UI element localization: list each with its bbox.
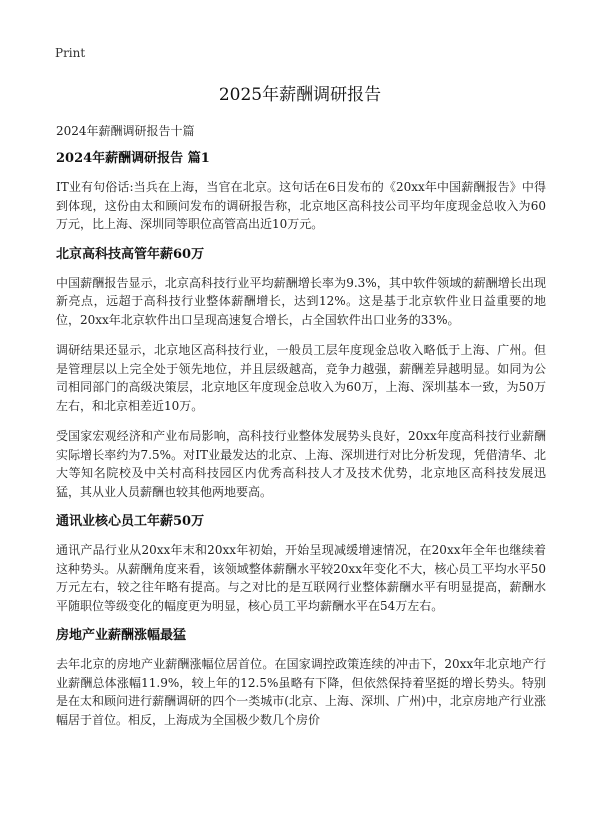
paragraph: 中国薪酬报告显示，北京高科技行业平均薪酬增长率为9.3%，其中软件领域的薪酬增长出现新亮点，远超于高科技行业整体薪酬增长，达到12%。这是基于北京软件业日益重要的地位，20xx年北京软件出口呈现高速复合增长，占全国软件出口业务的33%。: [56, 275, 546, 327]
document-subtitle: 2024年薪酬调研报告十篇: [56, 124, 195, 138]
section-heading: 房地产业薪酬涨幅最猛: [56, 628, 187, 643]
paragraph: 通讯产品行业从20xx年末和20xx年初始，开始呈现减缓增速情况，在20xx年全年也继续着这种势头。从薪酬角度来看，该领域整体薪酬水平较20xx年变化不大，核心员工平均水平50万元左右，较之往年略有提高。与之对比的是互联网行业整体薪酬水平有明显提高，薪酬水平随职位等级变化的幅度更为明显，核心员工平均薪酬水平在54万左右。: [56, 543, 546, 613]
paragraph: 调研结果还显示，北京地区高科技行业，一般员工层年度现金总收入略低于上海、广州。但是管理层以上完全处于领先地位，并且层级越高，竞争力越强，薪酬差异越明显。如同为公司相同部门的高级决策层，北京地区年度现金总收入为60万，上海、深圳基本一致，为50万左右，和北京相差近10万。: [56, 343, 546, 413]
document-body: [56, 150, 546, 741]
paragraph: 去年北京的房地产业薪酬涨幅位居首位。在国家调控政策连续的冲击下，20xx年北京地产行业薪酬总体涨幅11.9%，较上年的12.5%虽略有下降，但依然保持着坚挺的增长势头。特别是在太和顾问进行薪酬调研的四个一类城市(北京、上海、深圳、广州)中，北京房地产行业涨幅居于首位。相反，上海成为全国极少数几个房价: [56, 657, 546, 727]
document-title: 2025年薪酬调研报告: [218, 85, 382, 105]
paragraph: IT业有句俗话:当兵在上海，当官在北京。这句话在6日发布的《20xx年中国薪酬报告》中得到体现，这份由太和顾问发布的调研报告称，北京地区高科技公司平均年度现金总收入为60万元，比上海、深圳同等职位高管高出近10万元。: [56, 180, 546, 231]
section-heading: 2024年薪酬调研报告 篇1: [56, 151, 210, 166]
section-4: [56, 627, 546, 729]
print-link[interactable]: Print: [55, 46, 86, 60]
paragraph: 受国家宏观经济和产业布局影响，高科技行业整体发展势头良好，20xx年度高科技行业薪酬实际增长率约为7.5%。对IT业最发达的北京、上海、深圳进行对比分析发现，凭借清华、北大等知名院校及中关村高科技园区内优秀高科技人才及技术优势，北京地区高科技发展迅猛，其从业人员薪酬也较其他两地要高。: [56, 429, 546, 499]
section-heading: 通讯业核心员工年薪50万: [56, 514, 205, 529]
section-2: [56, 246, 546, 502]
section-1: [56, 150, 546, 234]
section-3: [56, 513, 546, 615]
section-heading: 北京高科技高管年薪60万: [56, 246, 205, 262]
